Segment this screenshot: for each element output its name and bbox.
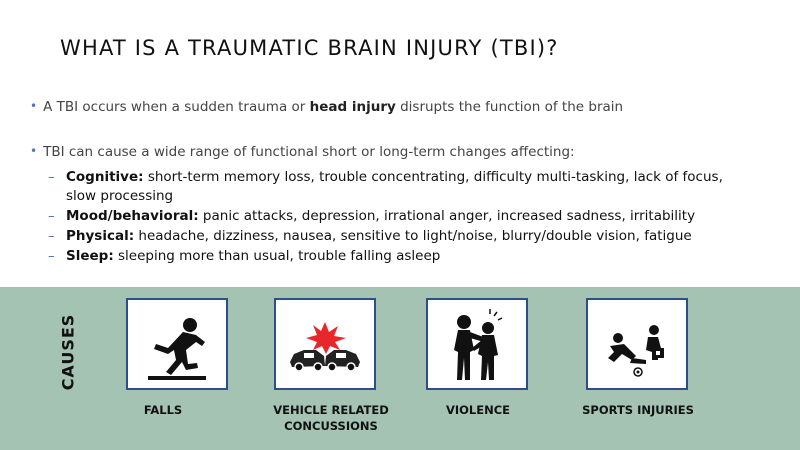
vehicle-caption (273, 402, 389, 434)
bullet-tbi-definition (30, 99, 623, 115)
vehicle-caption-line1: VEHICLE RELATED (273, 403, 389, 417)
falls-card (126, 298, 228, 390)
dash-icon: – (48, 169, 55, 185)
bullet-tbi-effects (30, 144, 575, 160)
falling-person-icon (128, 300, 226, 388)
falls-caption: FALLS (143, 403, 183, 417)
bullet-dot-icon: • (30, 99, 38, 113)
violence-card (426, 298, 528, 390)
bullet-bold-text: head injury (309, 99, 396, 115)
effect-label: Mood/behavioral: (66, 208, 199, 224)
effect-text-continued: slow processing (66, 188, 174, 204)
bullet-text: A TBI occurs when a sudden trauma or (43, 99, 310, 115)
vehicle-card (274, 298, 376, 390)
bullet-text: TBI can cause a wide range of functional short or long-term changes affecting: (43, 144, 575, 160)
effect-label: Physical: (66, 228, 135, 244)
effect-cognitive (48, 168, 768, 206)
dash-icon: – (48, 248, 55, 264)
effect-label: Cognitive: (66, 169, 144, 185)
dash-icon: – (48, 228, 55, 244)
bullet-text: disrupts the function of the brain (395, 99, 624, 115)
effect-mood (48, 207, 768, 226)
effect-label: Sleep: (66, 248, 114, 264)
effect-text: sleeping more than usual, trouble falling asleep (113, 248, 441, 264)
effect-text: short-term memory loss, trouble concentrating, difficulty multi-tasking, lack of focus, (143, 169, 723, 185)
bullet-dot-icon: • (30, 144, 38, 158)
car-crash-icon (276, 300, 374, 388)
sports-injury-icon (588, 300, 686, 388)
effect-text: headache, dizziness, nausea, sensitive to light/noise, blurry/double vision, fatigue (134, 228, 692, 244)
page-title: WHAT IS A TRAUMATIC BRAIN INJURY (TBI)? (60, 36, 559, 60)
sports-card (586, 298, 688, 390)
vehicle-caption-line2: CONCUSSIONS (284, 419, 378, 433)
causes-label: CAUSES (58, 313, 78, 391)
effect-sleep (48, 247, 768, 266)
sports-caption: SPORTS INJURIES (582, 403, 694, 417)
violence-caption: VIOLENCE (445, 403, 511, 417)
fighting-people-icon (428, 300, 526, 388)
dash-icon: – (48, 208, 55, 224)
effect-text: panic attacks, depression, irrational anger, increased sadness, irritability (198, 208, 696, 224)
effect-physical (48, 227, 768, 246)
